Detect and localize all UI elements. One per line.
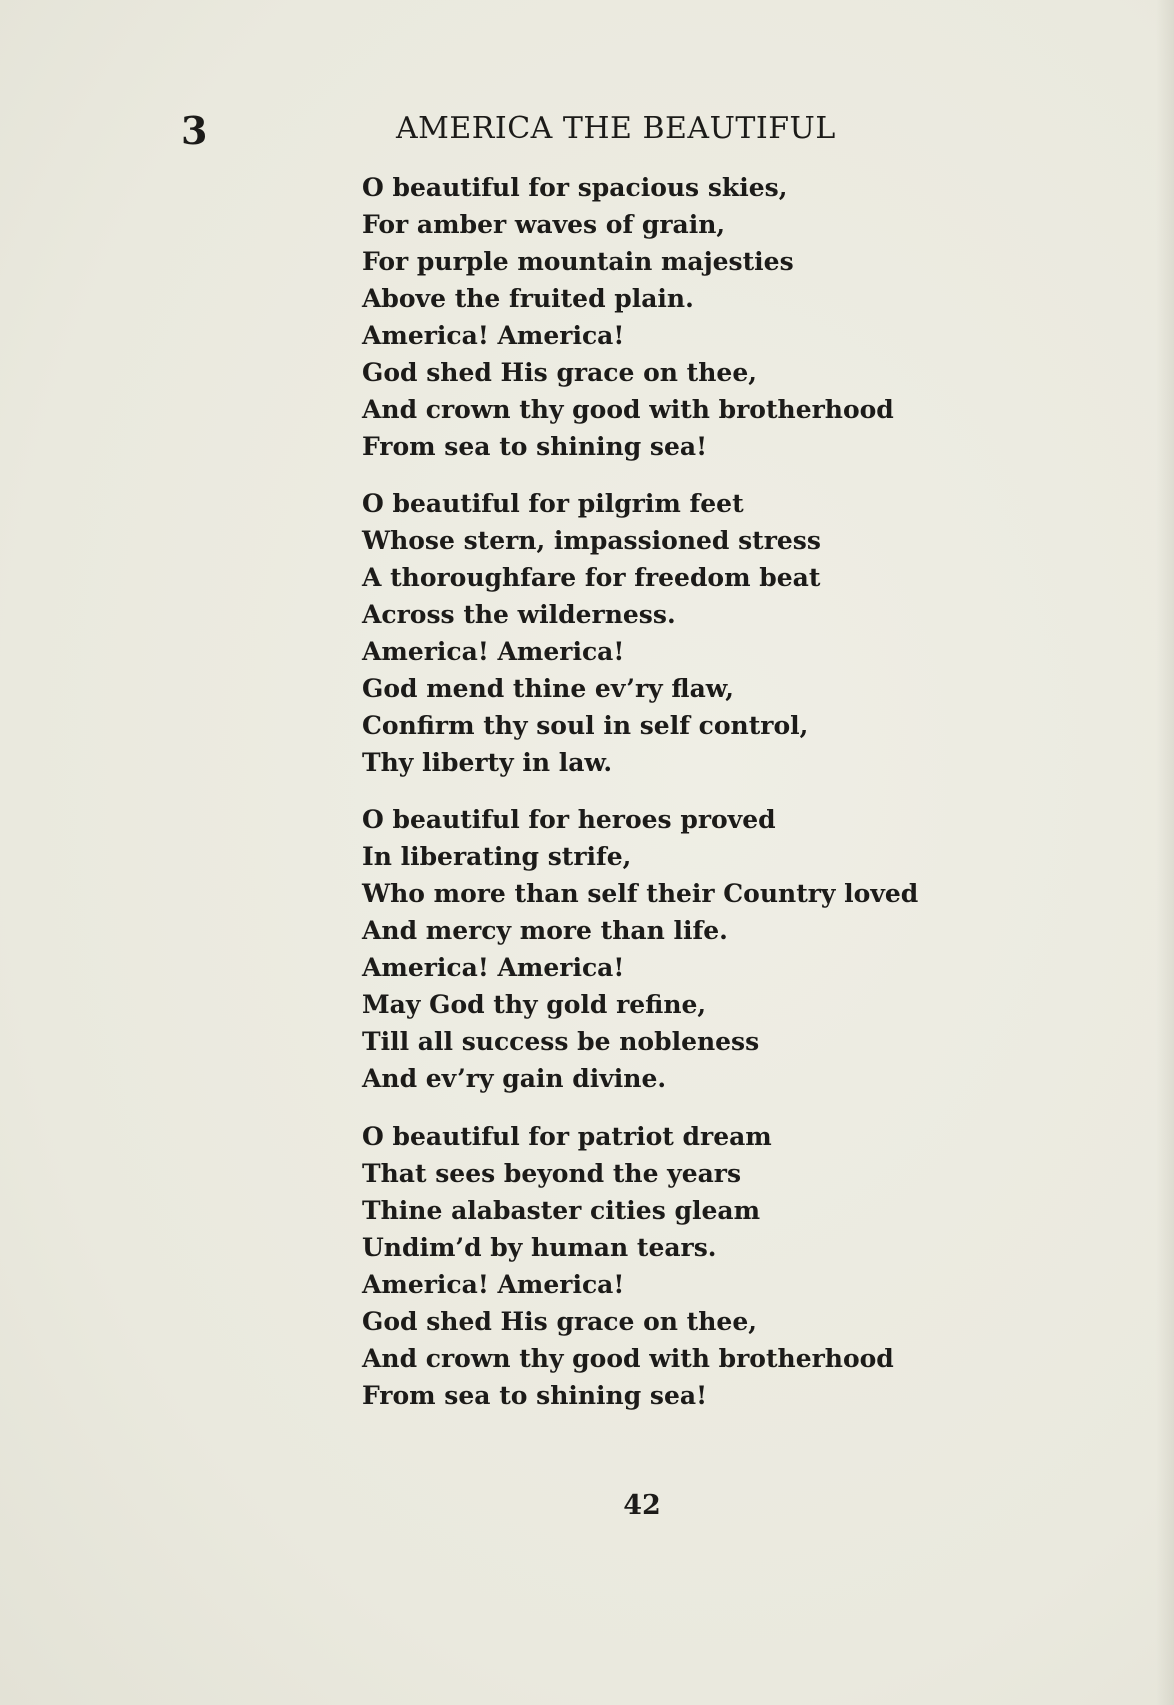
verse-line: God shed His grace on thee, [362, 358, 757, 387]
verse-2 [362, 485, 821, 781]
verse-line: Undim’d by human tears. [362, 1233, 717, 1262]
verse-line: Till all success be nobleness [362, 1027, 760, 1056]
song-title: AMERICA THE BEAUTIFUL [396, 111, 836, 146]
verse-line: A thoroughfare for freedom beat [362, 563, 821, 592]
verse-line: O beautiful for pilgrim feet [362, 489, 744, 518]
verse-line: And ev’ry gain divine. [362, 1064, 667, 1093]
verse-line: Who more than self their Country loved [362, 879, 919, 908]
verse-line: And crown thy good with brotherhood [362, 395, 894, 424]
verse-line: Thine alabaster cities gleam [362, 1196, 761, 1225]
verse-line: Confirm thy soul in self control, [362, 711, 809, 740]
verse-line: America! America! [362, 1270, 625, 1299]
verse-line: From sea to shining sea! [362, 432, 708, 461]
verse-line: Above the fruited plain. [362, 284, 694, 313]
verse-line: For amber waves of grain, [362, 210, 726, 239]
page-edge-shadow [1156, 0, 1174, 1705]
verse-line: May God thy gold refine, [362, 990, 707, 1019]
verse-line: America! America! [362, 321, 625, 350]
verse-1 [362, 169, 894, 465]
verse-line: God mend thine ev’ry flaw, [362, 674, 734, 703]
song-number: 3 [181, 108, 208, 153]
verse-line: Whose stern, impassioned stress [362, 526, 821, 555]
verse-line: O beautiful for spacious skies, [362, 173, 788, 202]
verse-line: For purple mountain majesties [362, 247, 794, 276]
verse-line: O beautiful for heroes proved [362, 805, 776, 834]
verse-line: God shed His grace on thee, [362, 1307, 757, 1336]
verse-line: From sea to shining sea! [362, 1381, 708, 1410]
verse-line: In liberating strife, [362, 842, 632, 871]
verse-line: That sees beyond the years [362, 1159, 742, 1188]
verse-line: O beautiful for patriot dream [362, 1122, 772, 1151]
verse-line: America! America! [362, 637, 625, 666]
verse-4 [362, 1118, 894, 1414]
verse-line: Thy liberty in law. [362, 748, 613, 777]
verse-line: And mercy more than life. [362, 916, 728, 945]
verse-line: And crown thy good with brotherhood [362, 1344, 894, 1373]
page-number: 42 [623, 1490, 661, 1521]
verse-line: America! America! [362, 953, 625, 982]
verse-3 [362, 801, 918, 1097]
verse-line: Across the wilderness. [362, 600, 676, 629]
